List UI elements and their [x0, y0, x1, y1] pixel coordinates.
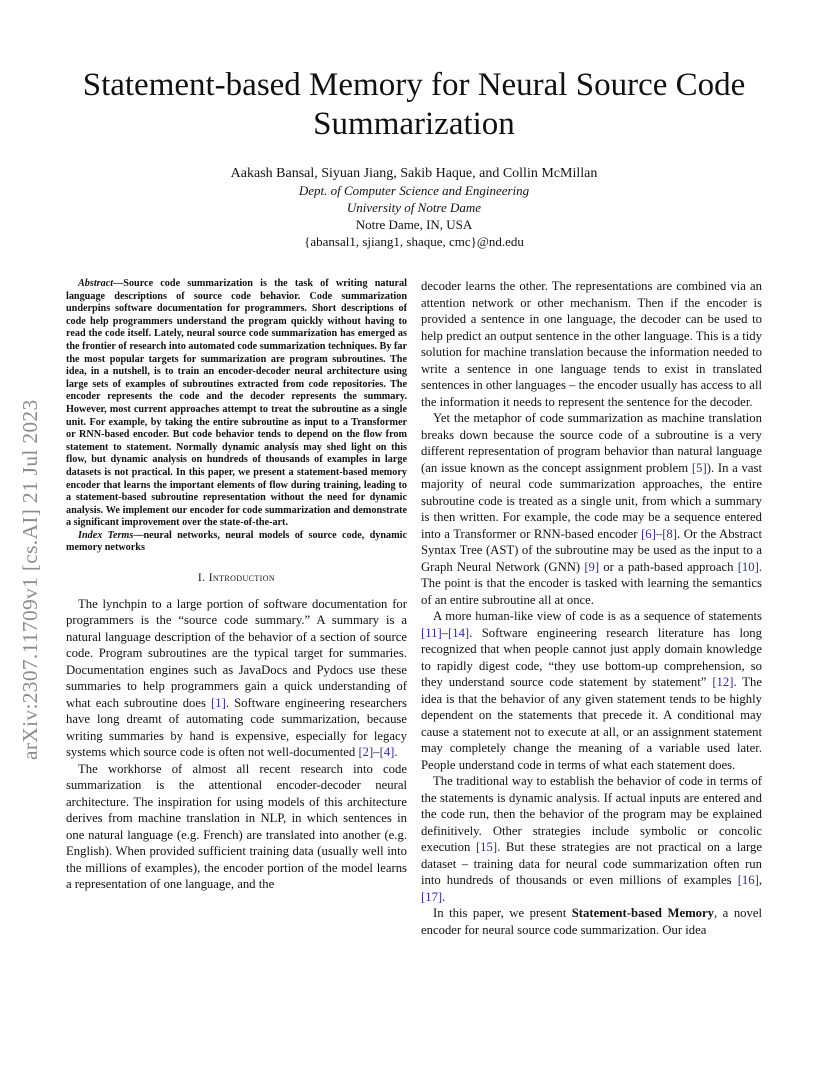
citation-link[interactable]: [9]: [584, 559, 600, 574]
author-emails: {abansal1, sjiang1, shaque, cmc}@nd.edu: [304, 234, 524, 249]
affiliation-university: University of Notre Dame: [346, 200, 482, 215]
section-title: Introduction: [208, 572, 276, 585]
paragraph-text: ). In a vast majority of neural code summarization approaches, the entire subroutine code is treated as a single unit, from which a summary is then written. For example, the code may be a sequence entered into a Transformer or RNN-based encoder: [421, 460, 762, 541]
paragraph-text: . Or the Abstract Syntax Tree (AST) of the subroutine may be used as the input to a Graph Neural Network (GNN): [421, 526, 763, 574]
intro-paragraph-3: [421, 410, 762, 608]
paragraph-text: . The idea is that the behavior of any given statement tends to be highly dependent on the statements that precede it. A conditional may cause a statement not to execute at all, or an assignment statement may completely change the meaning of a variable used later. People understand code in terms of what each statement does.: [421, 675, 763, 772]
intro-paragraph-6: [421, 905, 762, 938]
paragraph-text: The traditional way to establish the behavior of code in terms of the statements is dynamic analysis. If actual inputs are entered and the code run, then the behavior of the program may be explained definitively. Other strategies include symbolic or concolic execution: [421, 774, 762, 854]
citation-link[interactable]: [8]: [662, 526, 677, 541]
left-column: [66, 278, 407, 893]
citation-link[interactable]: [4]: [379, 745, 395, 760]
abstract-dash: —: [113, 278, 124, 289]
paragraph-text: .: [442, 889, 446, 904]
citation-link[interactable]: [5]: [691, 460, 707, 475]
intro-paragraph-4: [421, 608, 762, 773]
paragraph-text: . Software engineering researchers have long dreamt of automating code summarization, because writing summaries by hand is expensive, especially for legacy systems which source code is often not well-documented: [66, 695, 407, 760]
paragraph-text: or a path-based approach: [599, 559, 738, 574]
paragraph-text: . The point is that the encoder is tasked with learning the semantics of an entire subroutine all at once.: [421, 559, 763, 607]
author-list: Aakash Bansal, Siyuan Jiang, Sakib Haque, and Collin McMillan: [230, 166, 598, 181]
affiliation-dept: Dept. of Computer Science and Engineering: [298, 183, 530, 198]
citation-link[interactable]: [17]: [421, 889, 443, 904]
paragraph-text: In this paper, we present: [433, 906, 572, 920]
right-column: [421, 278, 762, 938]
citation-separator: –: [373, 745, 380, 760]
paragraph-text: . Software engineering research literature has long recognized that when people cannot just apply domain knowledge to rapidly digest code, “they use bottom-up comprehension, so they understand source code statement by statement”: [421, 625, 762, 689]
index-terms-text: neural networks, neural models of source code, dynamic memory networks: [66, 529, 407, 554]
intro-paragraph-1: [66, 596, 407, 761]
index-terms-label: Index Terms: [78, 529, 134, 541]
paragraph-text: A more human-like view of code is as a sequence of statements: [433, 609, 762, 623]
section-number: I.: [197, 572, 209, 585]
paragraph-text: .: [394, 745, 398, 760]
citation-link[interactable]: [14]: [448, 625, 470, 640]
arxiv-identifier-stamp: arXiv:2307.11709v1 [cs.AI] 21 Jul 2023: [18, 399, 42, 760]
paragraph-text: The lynchpin to a large portion of software documentation for programmers is the “source code summary.” A summary is a natural language description of the behavior of a section of source code. Program subroutines are the typical target for summaries. Documentation engines such as JavaDocs and Pydocs use these summaries to help programmers gain a quick understanding of what each subroutine does: [66, 596, 407, 710]
citation-link[interactable]: [10]: [737, 559, 759, 574]
paragraph-text: , a novel encoder for neural source code summarization. Our idea: [421, 906, 763, 937]
index-terms-dash: —: [133, 529, 144, 541]
citation-link[interactable]: [15]: [475, 840, 498, 854]
index-terms: [66, 530, 407, 555]
paper-header: [66, 66, 762, 250]
abstract: [66, 278, 407, 530]
section-heading-introduction: [66, 570, 407, 587]
abstract-label: Abstract: [78, 278, 114, 289]
abstract-text: Source code summarization is the task of writing natural language descriptions of source code behavior. Code summarization underpins software documentation for programmers. Short descriptions of code help programmers understand the program quickly without having to read the code itself. Lately, neural source code summarization has emerged as the frontier of research into automated code summarization techniques. By far the most popular targets for summarization are program subroutines. The idea, in a nutshell, is to train an encoder-decoder neural architecture using large sets of examples of subroutines extracted from code repositories. The encoder represents the code and the decoder represents the summary. However, most current approaches attempt to treat the subroutine as a single unit. For example, by taking the entire subroutine as input to a Transformer or RNN-based encoder. But code behavior tends to depend on the flow from statement to statement. Normally dynamic analysis may shed light on this flow, but dynamic analysis on hundreds of thousands of examples in large datasets is not practical. In this paper, we present a statement-based memory encoder that learns the important elements of flow during training, leading to a statement-based subroutine representation without the need for dynamic analysis. We implement our encoder for code summarization and demonstrate a significant improvement over the state-of-the-art.: [66, 278, 407, 529]
paragraph-text: Yet the metaphor of code summarization as machine translation breaks down because the source code of a subroutine is a very different representation of program behavior than natural language (an issue known as the concept assignment problem: [421, 411, 762, 475]
intro-paragraph-2: The workhorse of almost all recent research into code summarization is the attentional encoder-decoder neural architecture. The inspiration for using models of this architecture derives from machine translation in NLP, in which sentences in one natural language (e.g. French) are translated into another (e.g. English). When provided sufficient training data (usually well into the millions of examples), the encoder portion of the model learns a representation of one language, and the: [66, 761, 407, 892]
intro-paragraph-5: [421, 773, 762, 905]
method-name-bold: Statement-based Memory: [571, 906, 714, 920]
intro-paragraph-2-continued: decoder learns the other. The representations are combined via an attention network or other mechanism. Then if the encoder is provided a sentence in one language, the decoder can be used to help predict an output sentence in the other language. This is a tidy solution for machine translation because the information needed to write a sentence in one language tends to exist in translated sentences in other languages – the encoder usually has access to all the information it needs to represent the sentence for the decoder.: [421, 279, 762, 409]
paragraph-text: . But these strategies are not practical on a large dataset – training data for neural code summarization often run into hundreds of thousands or even millions of examples: [421, 840, 762, 887]
affiliation-location: Notre Dame, IN, USA: [355, 217, 473, 232]
citation-link[interactable]: [6]: [641, 526, 656, 541]
citation-separator: –: [441, 625, 449, 640]
citation-link[interactable]: [1]: [211, 695, 226, 710]
citation-link[interactable]: [12]: [712, 675, 734, 689]
citation-link[interactable]: [11]: [421, 625, 442, 640]
citation-link[interactable]: [2]: [358, 745, 374, 760]
citation-separator: –: [655, 526, 663, 541]
citation-separator: ,: [758, 873, 762, 887]
citation-link[interactable]: [16]: [737, 873, 759, 887]
paper-title: Statement-based Memory for Neural Source Code Summarization: [82, 67, 746, 142]
